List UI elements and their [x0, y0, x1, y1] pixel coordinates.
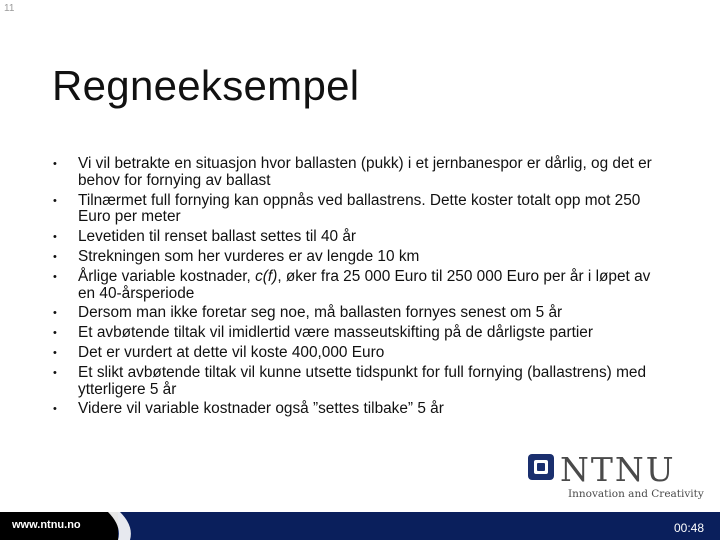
bullet-item — [50, 345, 670, 362]
bullet-dot-icon: • — [53, 194, 57, 207]
bullet-text-before: Årlige variable kostnader, — [78, 267, 256, 285]
bullet-text: Et avbøtende tiltak vil imidlertid være masseutskifting på de dårligste partier — [78, 324, 593, 342]
slide-title: Regneeksempel — [52, 62, 360, 109]
bullet-dot-icon: • — [53, 366, 57, 379]
bullet-dot-icon: • — [53, 403, 57, 416]
bullet-text: Tilnærmet full fornying kan oppnås ved ballastrens. Dette koster totalt opp mot 250 Euro per meter — [78, 191, 641, 226]
bullet-text: Videre vil variable kostnader også ”settes tilbake” 5 år — [78, 400, 444, 418]
bullet-text: Strekningen som her vurderes er av lengde 10 km — [78, 247, 420, 265]
bullet-item — [50, 193, 670, 227]
logo-name: NTNU — [560, 450, 676, 489]
footer-curve-decoration — [0, 512, 720, 540]
ntnu-logo-icon — [528, 454, 554, 480]
bullet-item — [50, 305, 670, 322]
bullet-item — [50, 269, 670, 303]
bullet-dot-icon: • — [53, 270, 57, 283]
footer-time: 00:48 — [673, 521, 704, 535]
bullet-item — [50, 325, 670, 342]
bullet-text-italic: c(f) — [255, 267, 278, 285]
bullet-item — [50, 229, 670, 246]
bullet-text: Det er vurdert at dette vil koste 400,000 Euro — [78, 343, 385, 361]
bullet-dot-icon: • — [53, 346, 57, 359]
bullet-dot-icon: • — [53, 327, 57, 340]
footer-bar — [0, 512, 720, 540]
slide-number: 11 — [4, 3, 15, 14]
bullet-text: Et slikt avbøtende tiltak vil kunne utsette tidspunkt for full fornying (ballastrens) med ytterligere 5 år — [78, 363, 647, 398]
bullet-text: Levetiden til renset ballast settes til 40 år — [78, 228, 357, 246]
footer-url-link[interactable]: www.ntnu.no — [12, 519, 81, 531]
ntnu-logo — [528, 452, 708, 504]
bullet-item — [50, 249, 670, 266]
bullet-text: Vi vil betrakte en situasjon hvor ballasten (pukk) i et jernbanespor er dårlig, og det er behov for fornying av ballast — [78, 155, 652, 189]
bullet-dot-icon: • — [53, 307, 57, 320]
bullet-text-after: , øker fra 25 000 Euro til 250 000 Euro per år i løpet av en 40-årsperiode — [78, 267, 651, 302]
logo-tagline: Innovation and Creativity — [568, 488, 704, 500]
bullet-dot-icon: • — [53, 231, 57, 244]
bullet-text: Dersom man ikke foretar seg noe, må ballasten fornyes senest om 5 år — [78, 304, 563, 322]
bullet-item — [50, 365, 670, 399]
bullet-item — [50, 401, 670, 418]
bullet-dot-icon: • — [53, 158, 57, 170]
bullet-item — [50, 156, 670, 190]
bullet-dot-icon: • — [53, 250, 57, 263]
bullet-list — [50, 156, 670, 421]
